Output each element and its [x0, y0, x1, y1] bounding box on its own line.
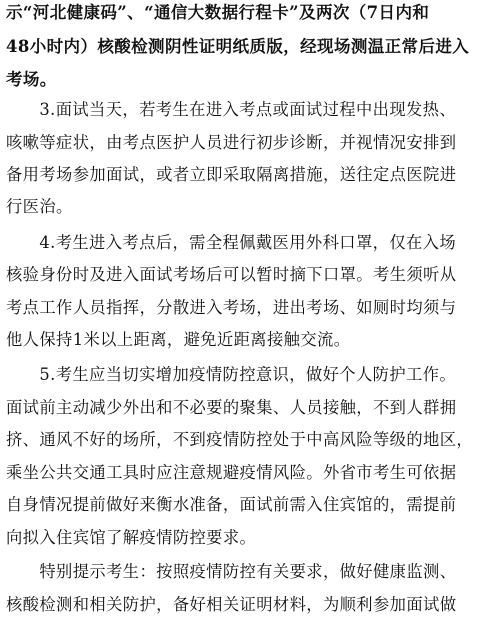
text-line: 示“河北健康码”、“通信大数据行程卡”及两次（7日内和 [6, 3, 430, 22]
text-line: 特别提示考生：按照疫情防控有关要求，做好健康监测、 [6, 562, 457, 581]
text-line: 3.面试当天，若考生在进入考点或面试过程中出现发热、 [6, 100, 457, 119]
text-line: 48小时内）核酸检测阴性证明纸质版，经现场测温正常后进入 [6, 37, 470, 56]
text-line: 核酸检测和相关防护，备好相关证明材料，为顺利参加面试做 [6, 595, 457, 614]
text-line: 备用考场参加面试，或者立即采取隔离措施，送往定点医院进 [6, 165, 457, 184]
text-line: 4.考生进入考点后，需全程佩戴医用外科口罩，仅在入场 [6, 233, 457, 252]
text-line: 向拟入住宾馆了解疫情防控要求。 [6, 528, 257, 547]
text-line: 自身情况提前做好来衡水准备，面试前需入住宾馆的，需提前 [6, 495, 457, 514]
text-line: 面试前主动减少外出和不必要的聚集、人员接触，不到人群拥 [6, 398, 457, 417]
text-line: 核验身份时及进入面试考场后可以暂时摘下口罩。考生须听从 [6, 265, 457, 284]
text-line: 咳嗽等症状，由考点医护人员进行初步诊断，并视情况安排到 [6, 133, 457, 152]
text-line: 5.考生应当切实增加疫情防控意识，做好个人防护工作。 [6, 365, 457, 384]
text-line: 挤、通风不好的场所，不到疫情防控处于中高风险等级的地区， [6, 430, 474, 449]
text-line: 他人保持1米以上距离，避免近距离接触交流。 [6, 330, 351, 349]
text-line: 行医治。 [6, 197, 73, 216]
text-line: 乘坐公共交通工具时应注意规避疫情风险。外省市考生可依据 [6, 463, 457, 482]
text-line: 考场。 [6, 70, 57, 89]
text-line: 考点工作人员指挥，分散进入考场，进出考场、如厕时均须与 [6, 298, 457, 317]
